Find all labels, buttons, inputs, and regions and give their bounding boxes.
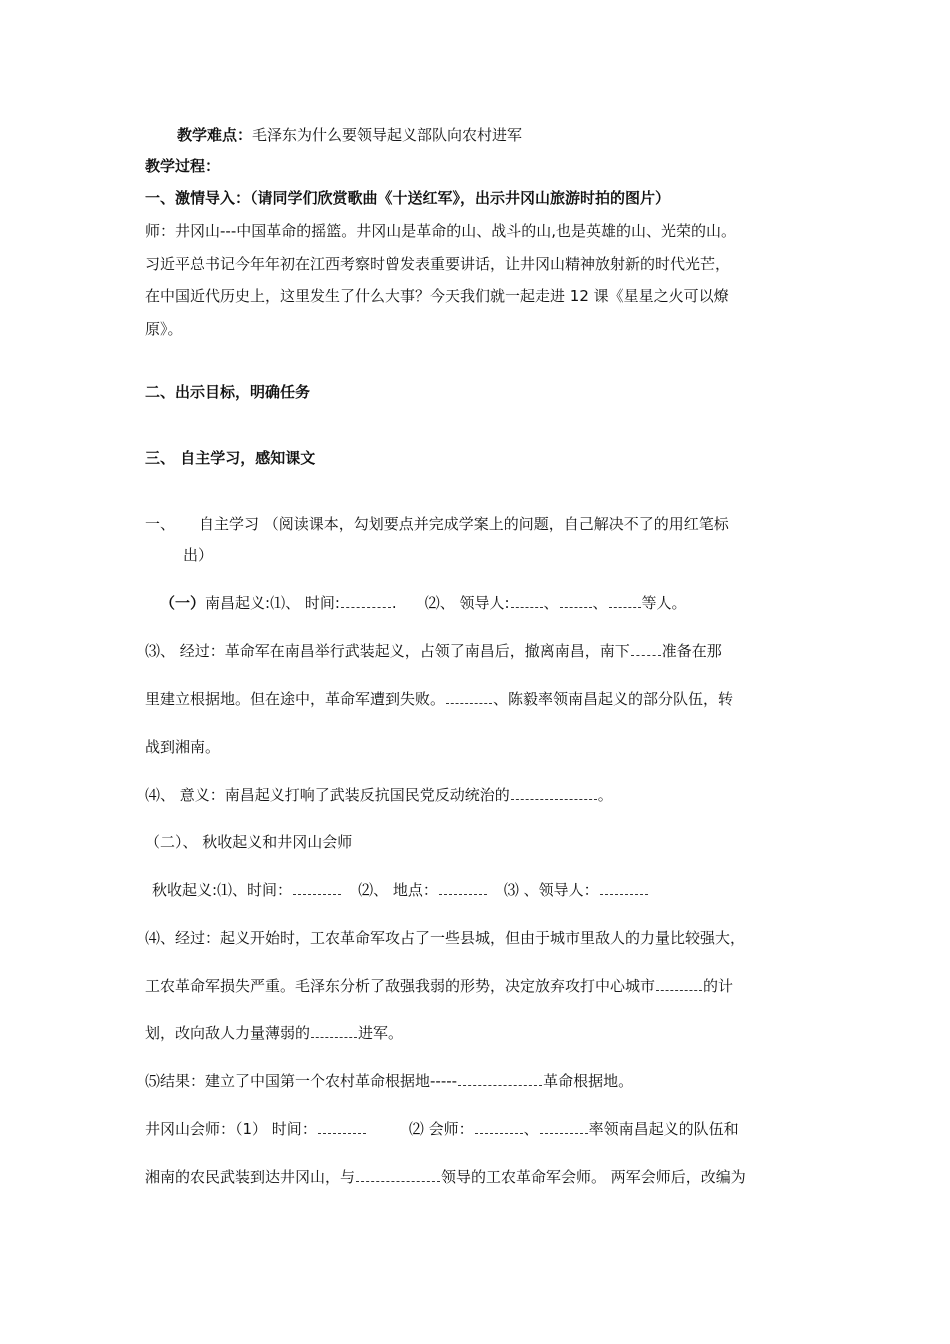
nanchang-line-1 (160, 593, 687, 613)
self-study-num: 一、 (145, 515, 176, 533)
blank-meeting-leader-3[interactable] (356, 1169, 440, 1182)
blank-meeting-leader-2[interactable] (540, 1121, 588, 1134)
intro-line-4: 原》。 (145, 320, 183, 338)
meeting-time-text: 井冈山会师：（1） 时间： (145, 1120, 317, 1138)
nanchang-leader-text: ⑵、 领导人: (424, 594, 510, 612)
blank-leader-3[interactable] (609, 595, 641, 608)
separator: 、 (543, 594, 559, 612)
autumn-result-text: ⑸结果：建立了中国第一个农村革命根据地----- (145, 1072, 458, 1090)
autumn-process-1: ⑷、经过：起义开始时，工农革命军攻占了一些县城，但由于城市里敌人的力量比较强大， (145, 929, 746, 947)
nanchang-process-text-3: 里建立根据地。但在途中，革命军遭到失败。 (145, 690, 446, 708)
blank-central-city[interactable] (656, 978, 702, 991)
autumn-leader-text: ⑶ 、领导人： (503, 881, 599, 899)
self-study-line-2: 出） (183, 546, 214, 564)
intro-line-1: 师：井冈山---中国革命的摇篮。井冈山是革命的山、战斗的山,也是英雄的山、光荣的山。 (145, 222, 737, 240)
meeting-text-3: 湘南的农民武装到达井冈山，与 (145, 1168, 356, 1186)
nanchang-leader-end: 等人。 (641, 594, 687, 612)
autumn-process-text-4: 进军。 (358, 1024, 404, 1042)
period-text: . (391, 594, 397, 612)
separator: 、 (523, 1120, 539, 1138)
autumn-result (145, 1071, 633, 1091)
nanchang-line-5: 战到湘南。 (145, 738, 221, 756)
blank-autumn-time[interactable] (293, 882, 341, 895)
autumn-line-1 (152, 880, 649, 900)
blank-meeting-leader-1[interactable] (475, 1121, 523, 1134)
teaching-difficulty (177, 125, 522, 145)
blank-autumn-place[interactable] (439, 882, 487, 895)
autumn-heading: （二）、 秋收起义和井冈山会师 (145, 833, 353, 851)
blank-autumn-leader[interactable] (600, 882, 648, 895)
section1-heading: 一、激情导入：（请同学们欣赏歌曲《十送红军》，出示井冈山旅游时拍的图片） (145, 189, 671, 207)
meeting-who-text-2: 率领南昌起义的队伍和 (588, 1120, 739, 1138)
nanchang-significance (145, 785, 613, 805)
autumn-result-text-2: 革命根据地。 (543, 1072, 634, 1090)
difficulty-label: 教学难点： (177, 126, 253, 144)
intro-line-2: 习近平总书记今年年初在江西考察时曾发表重要讲话，让井冈山精神放射新的时代光芒， (145, 255, 731, 273)
section2-heading: 二、出示目标，明确任务 (145, 383, 311, 401)
autumn-process-text: 工农革命军损失严重。毛泽东分析了敌强我弱的形势，决定放弃攻打中心城市 (145, 977, 656, 995)
autumn-process-text-2: 的计 (703, 977, 734, 995)
blank-nanchang-time[interactable] (341, 595, 391, 608)
self-study-text: 自主学习 （阅读课本，勾划要点并完成学案上的问题，自己解决不了的用红笔标 (199, 515, 729, 533)
nanchang-line-3 (145, 641, 722, 661)
meeting-line-2 (145, 1167, 746, 1187)
blank-leader-zhude[interactable] (446, 691, 492, 704)
separator: 、 (592, 594, 608, 612)
meeting-line-1 (145, 1119, 739, 1139)
difficulty-text: 毛泽东为什么要领导起义部队向农村进军 (252, 126, 523, 144)
blank-meeting-time[interactable] (318, 1121, 366, 1134)
blank-leader-1[interactable] (511, 595, 543, 608)
meeting-who-text: ⑵ 会师： (408, 1120, 474, 1138)
blank-first-shot[interactable] (511, 787, 597, 800)
autumn-process-2 (145, 976, 733, 996)
blank-countryside[interactable] (311, 1025, 357, 1038)
nanchang-label: （一） (160, 594, 206, 612)
nanchang-line-4 (145, 689, 733, 709)
intro-line-3: 在中国近代历史上，这里发生了什么大事？今天我们就一起走进 12 课《星星之火可以燎 (145, 287, 729, 305)
nanchang-process-text-4: 、陈毅率领南昌起义的部分队伍，转 (493, 690, 734, 708)
period-text: 。 (597, 786, 613, 804)
process-heading: 教学过程： (145, 157, 221, 175)
autumn-process-text-3: 划，改向敌人力量薄弱的 (145, 1024, 311, 1042)
nanchang-time-text: 南昌起义:⑴、 时间: (205, 594, 340, 612)
blank-base-name[interactable] (458, 1073, 542, 1086)
autumn-place-text: ⑵、 地点： (358, 881, 438, 899)
autumn-process-3 (145, 1023, 403, 1043)
blank-south-destination[interactable] (631, 643, 661, 656)
blank-leader-2[interactable] (560, 595, 592, 608)
autumn-time-text: 秋收起义:⑴、时间： (152, 881, 293, 899)
nanchang-process-text: ⑶、 经过：革命军在南昌举行武装起义，占领了南昌后，撤离南昌，南下 (145, 642, 630, 660)
meeting-text-4: 领导的工农革命军会师。 两军会师后，改编为 (441, 1168, 746, 1186)
nanchang-process-text-2: 准备在那 (661, 642, 722, 660)
section3-heading: 三、 自主学习，感知课文 (145, 449, 316, 467)
self-study-line-1 (145, 514, 729, 534)
nanchang-significance-text: ⑷、 意义：南昌起义打响了武装反抗国民党反动统治的 (145, 786, 510, 804)
